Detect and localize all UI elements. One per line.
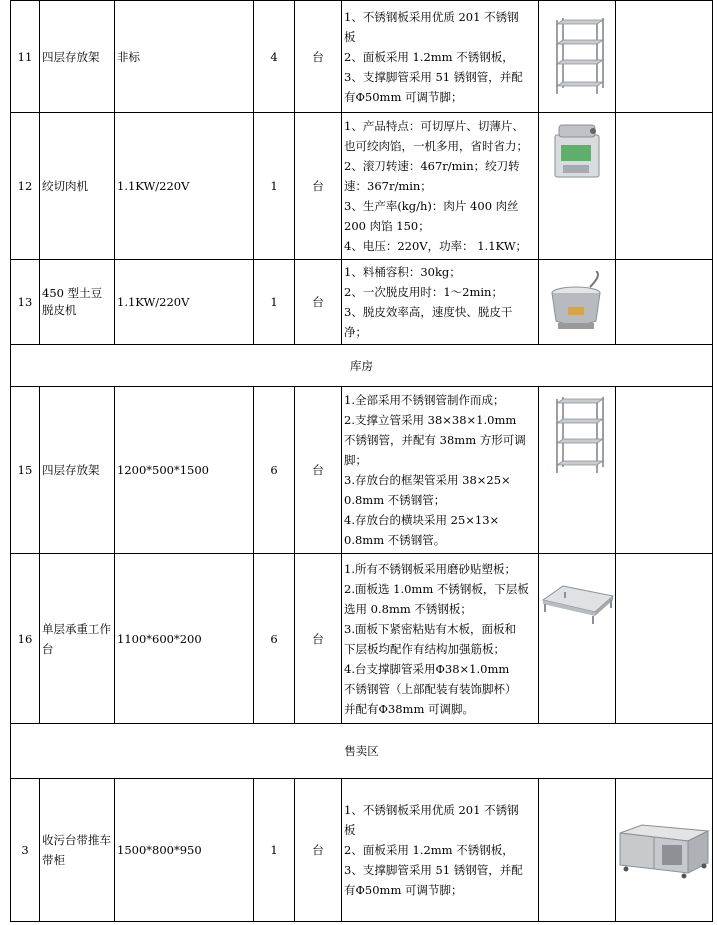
product-photo-cell xyxy=(539,387,616,554)
item-number: 12 xyxy=(11,113,40,260)
description-line: 2.支撑立管采用 38×38×1.0mm xyxy=(344,413,517,427)
description-line: 4.台支撑脚管采用Φ38×1.0mm xyxy=(344,661,510,676)
item-unit: 台 xyxy=(295,554,342,724)
description-line: 3、支撑脚管采用 51 锈钢管，并配 xyxy=(344,69,523,84)
description-line: 3.存放台的框架管采用 38×25× xyxy=(344,473,511,487)
description-line: 不锈钢管，并配有 38mm 方形可调 xyxy=(344,433,526,447)
item-description xyxy=(342,554,539,724)
description-line: 1.全部采用不锈钢管制作而成； xyxy=(344,393,505,407)
description-line: 2、面板采用 1.2mm 不锈钢板， xyxy=(344,49,514,64)
item-name: 450 型土豆脱皮机 xyxy=(40,260,115,345)
item-number: 15 xyxy=(11,387,40,554)
description-line: 4、电压：220V，功率： 1.1KW； xyxy=(344,239,528,253)
blank-cell xyxy=(616,1,713,113)
four-tier-shelf-icon xyxy=(549,18,605,96)
description-line: 净； xyxy=(344,325,367,339)
description-line: 2、滚刀转速：467r/min；绞刀转 xyxy=(344,159,520,173)
item-spec: 1200*500*1500 xyxy=(115,387,254,554)
dish-return-counter-icon xyxy=(618,821,710,879)
item-unit: 台 xyxy=(295,387,342,554)
description-line: 200 肉馅 150； xyxy=(344,219,430,233)
section-row xyxy=(11,724,713,779)
section-row xyxy=(11,345,713,387)
item-unit: 台 xyxy=(295,113,342,260)
blank-cell xyxy=(616,113,713,260)
description-line: 板 xyxy=(344,823,356,837)
section-title: 售卖区 xyxy=(11,724,713,779)
item-spec: 1.1KW/220V xyxy=(115,260,254,345)
description-line: 1、不锈钢板采用优质 201 不锈钢 xyxy=(344,9,519,24)
product-photo-cell xyxy=(539,113,616,260)
item-quantity: 1 xyxy=(254,113,295,260)
item-spec: 1.1KW/220V xyxy=(115,113,254,260)
description-line: 不锈钢管（上部配装有装饰脚杯） xyxy=(344,681,517,696)
description-line: 有Φ50mm 可调节脚； xyxy=(344,883,463,897)
blank-cell xyxy=(616,554,713,724)
description-line: 3、脱皮效率高，速度快、脱皮干 xyxy=(344,305,513,319)
item-description xyxy=(342,387,539,554)
table-row xyxy=(11,554,713,724)
table-row xyxy=(11,260,713,345)
description-line: 0.8mm 不锈钢管； xyxy=(344,493,446,507)
item-unit: 台 xyxy=(295,1,342,113)
item-name: 四层存放架 xyxy=(40,1,115,113)
description-line: 1、产品特点：可切厚片、切薄片、 xyxy=(344,119,524,133)
item-name: 单层承重工作台 xyxy=(40,554,115,724)
description-line: 并配有Φ38mm 可调脚。 xyxy=(344,701,475,716)
blank-cell xyxy=(616,260,713,345)
section-title: 库房 xyxy=(11,345,713,387)
description-line: 选用 0.8mm 不锈钢板； xyxy=(344,601,472,616)
table-row xyxy=(11,779,713,922)
blank-cell xyxy=(539,779,616,922)
description-line: 2、面板采用 1.2mm 不锈钢板， xyxy=(344,843,514,857)
item-description xyxy=(342,779,539,922)
item-number: 3 xyxy=(11,779,40,922)
description-line: 2、一次脱皮用时：1～2min； xyxy=(344,285,503,299)
table-row xyxy=(11,113,713,260)
description-line: 有Φ50mm 可调节脚； xyxy=(344,89,463,104)
equipment-list-table xyxy=(10,0,713,922)
description-line: 3.面板下紧密粘贴有木板，面板和 xyxy=(344,621,516,636)
table-row xyxy=(11,387,713,554)
four-tier-shelf-icon xyxy=(549,397,605,475)
meat-cutter-icon xyxy=(549,121,605,181)
item-number: 11 xyxy=(11,1,40,113)
item-name: 绞切肉机 xyxy=(40,113,115,260)
item-quantity: 1 xyxy=(254,260,295,345)
item-spec: 非标 xyxy=(115,1,254,113)
item-description xyxy=(342,1,539,113)
description-line: 0.8mm 不锈钢管。 xyxy=(344,533,446,547)
blank-cell xyxy=(616,387,713,554)
description-line: 脚； xyxy=(344,453,367,467)
description-line: 1、不锈钢板采用优质 201 不锈钢 xyxy=(344,803,519,817)
item-quantity: 1 xyxy=(254,779,295,922)
item-quantity: 4 xyxy=(254,1,295,113)
description-line: 板 xyxy=(344,29,356,44)
item-quantity: 6 xyxy=(254,387,295,554)
item-name: 四层存放架 xyxy=(40,387,115,554)
description-line: 1.所有不锈钢板采用磨砂贴塑板； xyxy=(344,561,516,576)
description-line: 4.存放台的横块采用 25×13× xyxy=(344,513,500,527)
item-number: 16 xyxy=(11,554,40,724)
item-spec: 1500*800*950 xyxy=(115,779,254,922)
low-platform-table-icon xyxy=(541,582,615,626)
item-name: 收污台带推车带柜 xyxy=(40,779,115,922)
item-unit: 台 xyxy=(295,260,342,345)
item-unit: 台 xyxy=(295,779,342,922)
potato-peeler-icon xyxy=(546,271,608,333)
description-line: 3、支撑脚管采用 51 锈钢管，并配 xyxy=(344,863,523,877)
description-line: 速：367r/min； xyxy=(344,179,432,193)
product-photo-cell xyxy=(539,260,616,345)
product-photo-cell xyxy=(539,554,616,724)
description-line: 下层板均配作有结构加强筋板； xyxy=(344,641,505,656)
item-description xyxy=(342,260,539,345)
table-row xyxy=(11,1,713,113)
product-photo-cell xyxy=(539,1,616,113)
item-spec: 1100*600*200 xyxy=(115,554,254,724)
description-line: 也可绞肉馅，一机多用，省时省力； xyxy=(344,139,528,153)
description-line: 3、生产率(kg/h)：肉片 400 肉丝 xyxy=(344,199,519,213)
item-quantity: 6 xyxy=(254,554,295,724)
product-photo-cell xyxy=(616,779,713,922)
description-line: 1、料桶容积：30kg； xyxy=(344,265,461,279)
item-number: 13 xyxy=(11,260,40,345)
item-description xyxy=(342,113,539,260)
description-line: 2.面板选 1.0mm 不锈钢板，下层板 xyxy=(344,581,529,596)
